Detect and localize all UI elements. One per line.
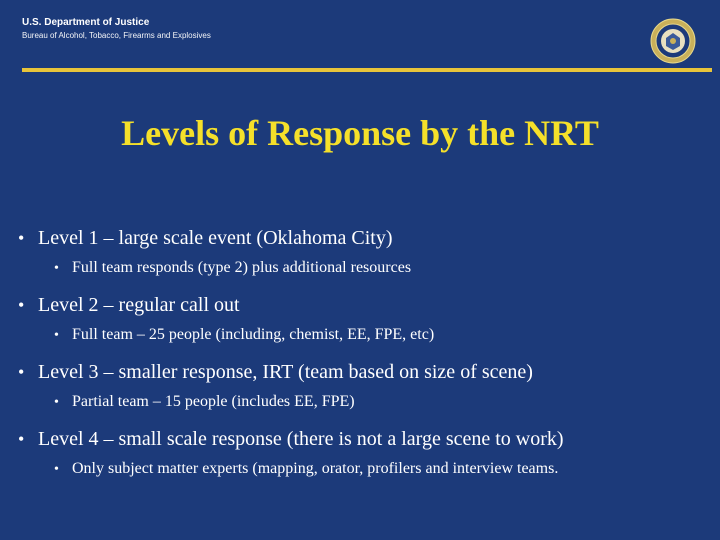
header-org xyxy=(22,16,211,42)
bullet-text: Level 3 – smaller response, IRT (team based on size of scene) xyxy=(38,361,533,383)
bullet-dot-icon: • xyxy=(18,228,25,248)
bullet-text: Level 1 – large scale event (Oklahoma City) xyxy=(38,227,393,249)
bullet-text: Level 4 – small scale response (there is not a large scene to work) xyxy=(38,428,564,450)
org-subtitle: Bureau of Alcohol, Tobacco, Firearms and Explosives xyxy=(22,31,211,40)
sub-bullet-text: Only subject matter experts (mapping, orator, profilers and interview teams. xyxy=(72,460,559,477)
sub-bullet-dot-icon: • xyxy=(54,462,59,477)
header-rule xyxy=(22,68,712,72)
sub-bullet-dot-icon: • xyxy=(54,395,59,410)
org-name: U.S. Department of Justice xyxy=(22,17,150,28)
sub-bullet-dot-icon: • xyxy=(54,328,59,343)
bullet-dot-icon: • xyxy=(18,295,25,315)
bullet-item xyxy=(18,226,708,279)
sub-bullet-dot-icon: • xyxy=(54,261,59,276)
bullet-text: Level 2 – regular call out xyxy=(38,294,240,316)
bullet-item xyxy=(18,360,708,413)
bullet-item xyxy=(18,427,708,480)
sub-bullet-text: Partial team – 15 people (includes EE, FPE) xyxy=(72,393,355,410)
slide-title: Levels of Response by the NRT xyxy=(121,113,599,153)
bullet-dot-icon: • xyxy=(18,362,25,382)
bullet-item xyxy=(18,293,708,346)
bullet-dot-icon: • xyxy=(18,429,25,449)
sub-bullet-text: Full team – 25 people (including, chemist, EE, FPE, etc) xyxy=(72,326,435,343)
sub-bullet-text: Full team responds (type 2) plus additional resources xyxy=(72,259,412,276)
bullet-list xyxy=(18,226,708,494)
seal-icon xyxy=(650,18,696,64)
